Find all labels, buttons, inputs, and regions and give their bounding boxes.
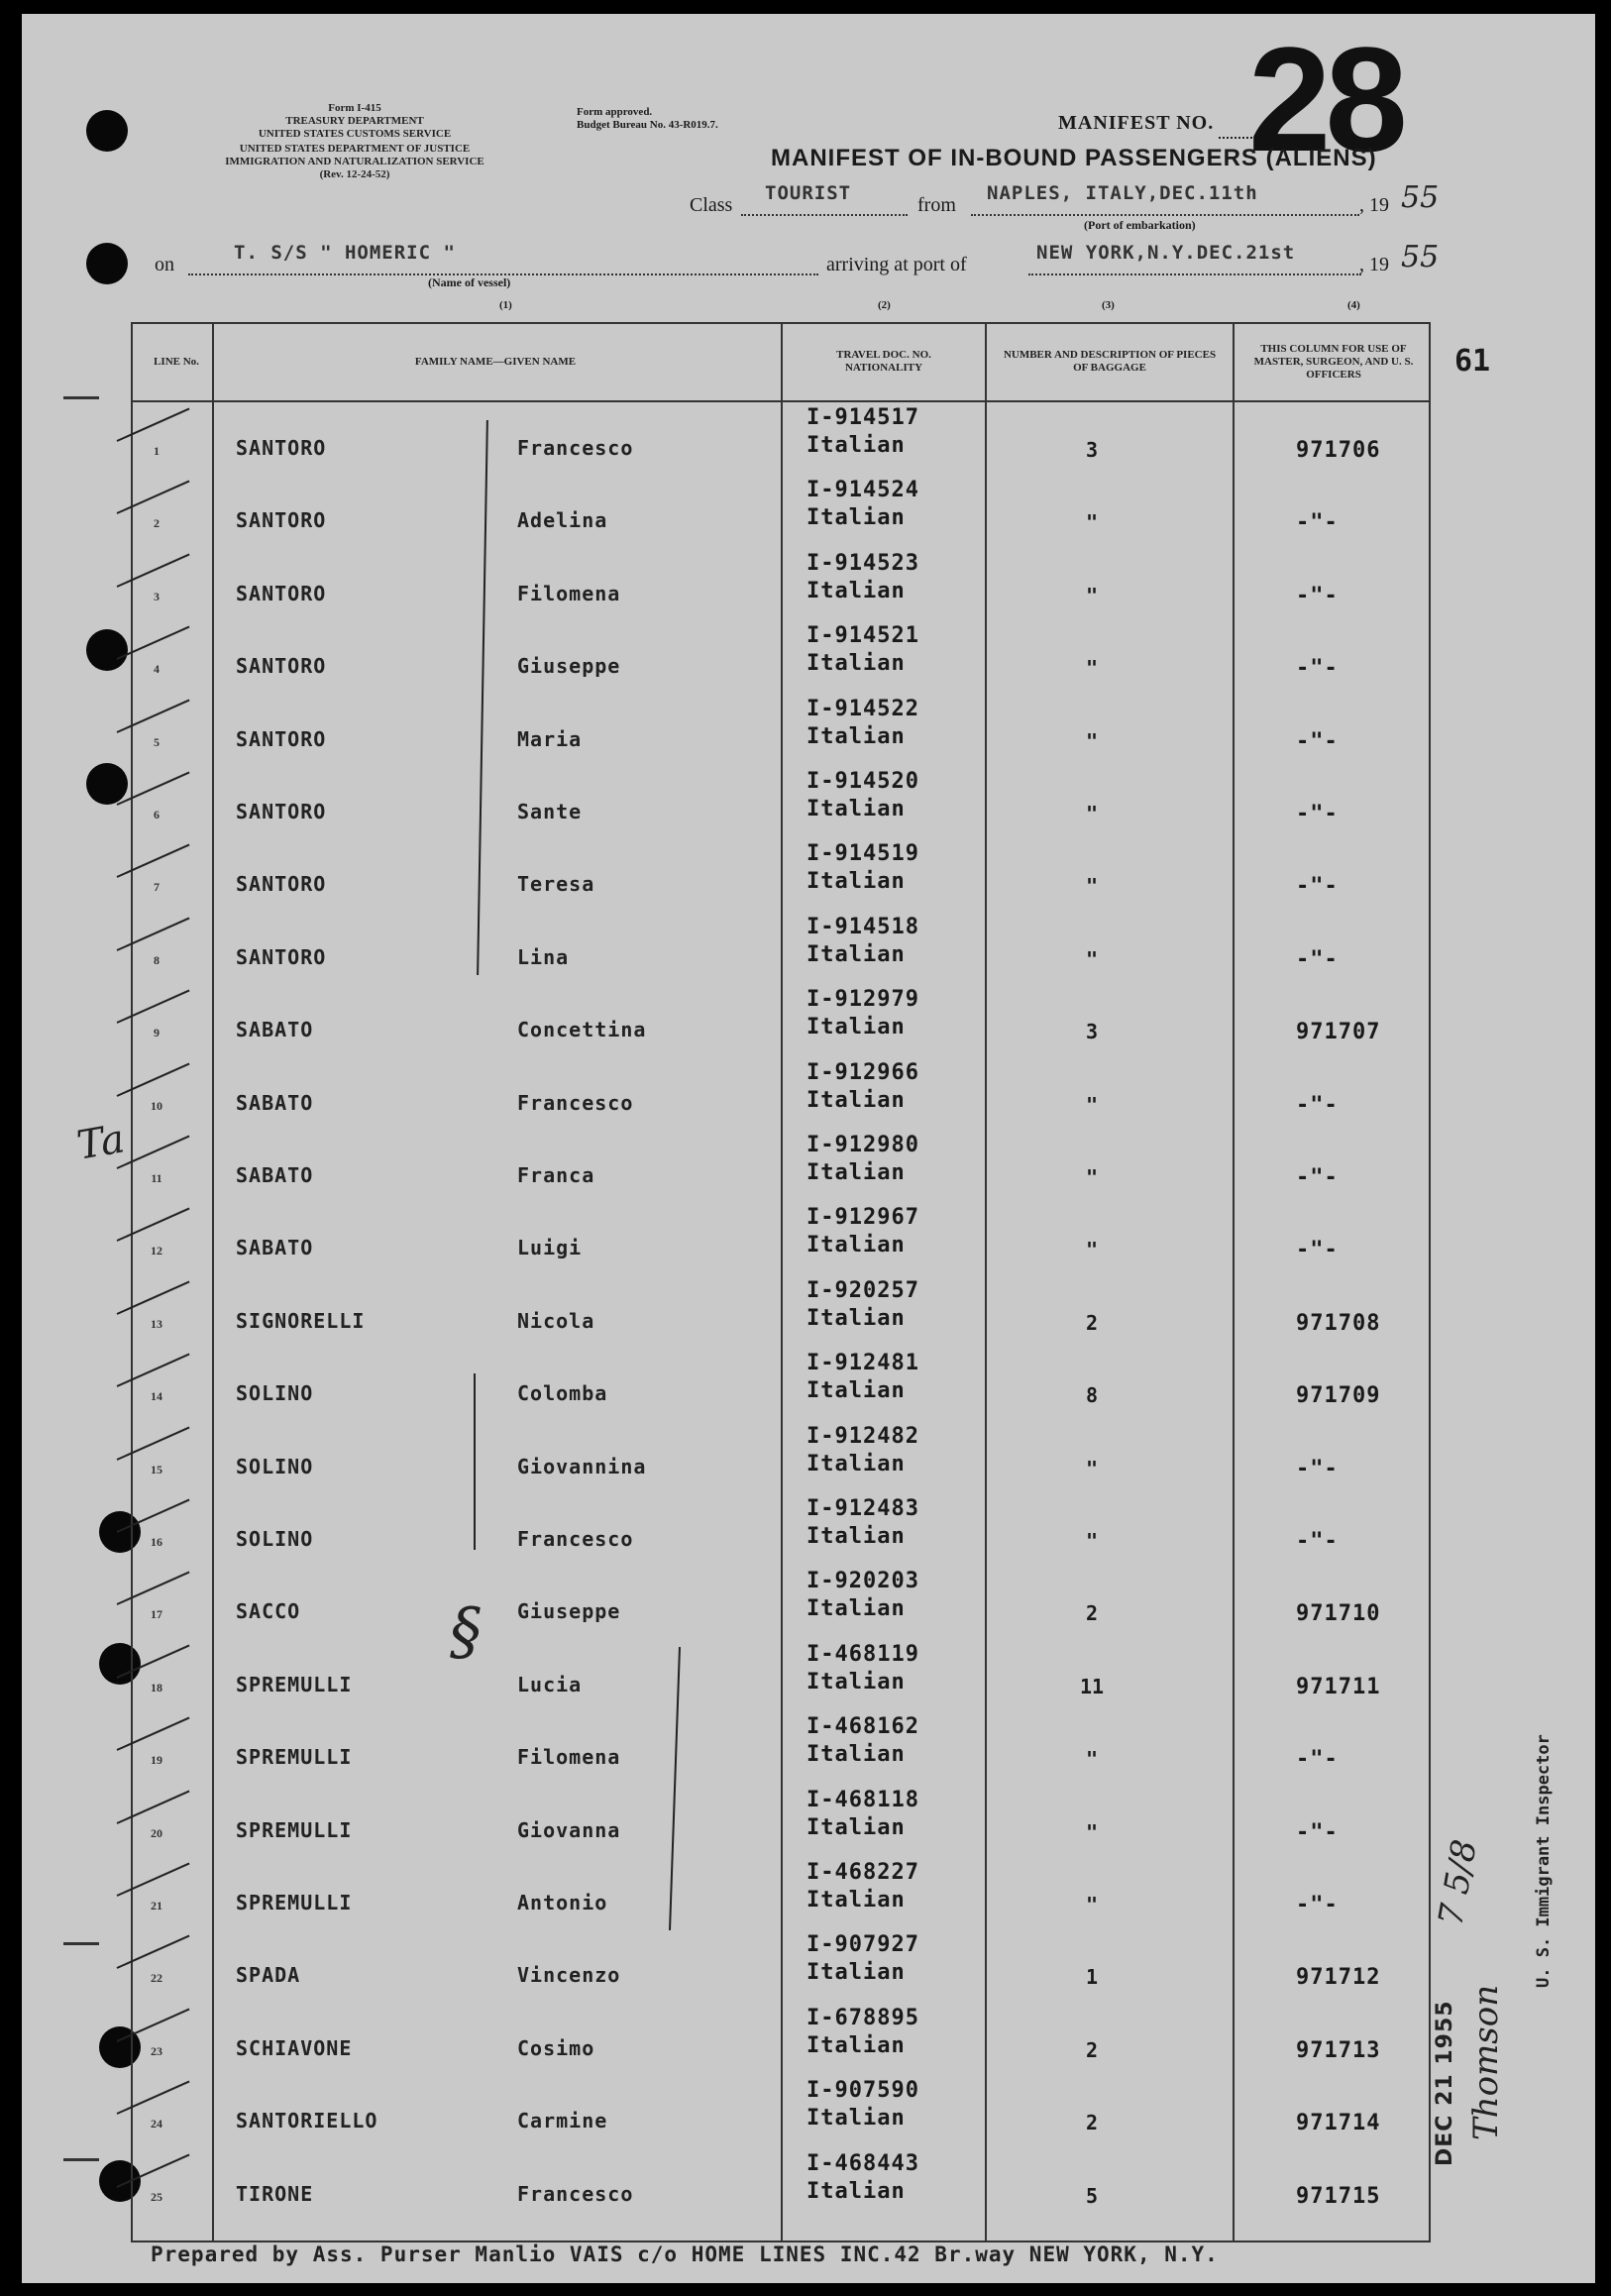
nationality: Italian — [806, 651, 906, 677]
table-row — [131, 1346, 1431, 1417]
officer-number: 971707 — [1296, 1020, 1381, 1045]
travel-doc — [806, 1059, 919, 1115]
travel-doc-number: I-912966 — [806, 1059, 919, 1085]
punch-hole — [86, 243, 128, 284]
ins-service: IMMIGRATION AND NATURALIZATION SERVICE — [225, 156, 484, 167]
treasury-dept: TREASURY DEPARTMENT — [285, 115, 424, 127]
given-name: Carmine — [517, 2109, 608, 2133]
family-name: SOLINO — [236, 1527, 314, 1551]
baggage-count: 2 — [1085, 2037, 1099, 2062]
baggage-count: " — [1085, 1819, 1099, 1844]
given-name: Concettina — [517, 1018, 647, 1042]
punch-hole — [86, 763, 128, 805]
family-name: SABATO — [236, 1236, 314, 1260]
manifest-number: 28 — [1248, 16, 1402, 182]
travel-doc — [806, 1931, 919, 1987]
given-name: Giuseppe — [517, 654, 621, 679]
officer-number: -"- — [1296, 946, 1339, 972]
table-row — [131, 1783, 1431, 1854]
travel-doc-number: I-914520 — [806, 769, 919, 794]
travel-doc-number: I-914524 — [806, 478, 919, 503]
given-name: Adelina — [517, 508, 608, 533]
line-number: 12 — [151, 1244, 162, 1258]
class-label: Class — [690, 194, 733, 216]
table-row — [131, 1564, 1431, 1635]
table-row — [131, 1491, 1431, 1563]
form-revision: (Rev. 12-24-52) — [319, 168, 390, 180]
baggage-count: 8 — [1085, 1383, 1099, 1408]
table-row — [131, 1637, 1431, 1708]
year-label-1: , 19 — [1359, 194, 1389, 216]
table-row — [131, 764, 1431, 835]
from-line — [971, 214, 1359, 216]
family-name: SANTORO — [236, 800, 327, 823]
officer-number: -"- — [1296, 1893, 1339, 1917]
year-value-2: 55 — [1401, 240, 1440, 274]
family-name: SOLINO — [236, 1381, 314, 1406]
nationality: Italian — [806, 1160, 906, 1185]
officer-number: -"- — [1296, 1529, 1339, 1554]
officer-number: -"- — [1296, 1165, 1339, 1190]
given-name: Colomba — [517, 1381, 608, 1406]
table-row — [131, 910, 1431, 981]
baggage-count: " — [1085, 1092, 1099, 1117]
header-line-no: LINE No. — [154, 355, 199, 368]
vessel-caption: (Name of vessel) — [428, 275, 511, 289]
travel-doc-number: I-914521 — [806, 623, 919, 649]
on-label: on — [155, 254, 174, 275]
baggage-count: " — [1085, 583, 1099, 607]
baggage-count: " — [1085, 1165, 1099, 1189]
officer-number: 971714 — [1296, 2111, 1381, 2136]
baggage-count: " — [1085, 728, 1099, 753]
nationality: Italian — [806, 1015, 906, 1040]
travel-doc-number: I-912967 — [806, 1205, 919, 1231]
table-row — [131, 2001, 1431, 2072]
table-row — [131, 982, 1431, 1053]
family-bracket — [474, 1373, 476, 1550]
justice-dept: UNITED STATES DEPARTMENT OF JUSTICE — [239, 143, 471, 155]
inspector-initials: 7 5/8 — [1431, 1836, 1485, 1929]
table-row — [131, 692, 1431, 763]
table-row — [131, 473, 1431, 544]
travel-doc-number: I-920257 — [806, 1277, 919, 1303]
family-name: SABATO — [236, 1090, 314, 1115]
officer-number: -"- — [1296, 510, 1339, 536]
nationality: Italian — [806, 2178, 906, 2204]
margin-mark — [63, 396, 99, 399]
given-name: Teresa — [517, 872, 595, 897]
travel-doc-number: I-678895 — [806, 2005, 919, 2030]
family-name: SPREMULLI — [236, 1891, 353, 1914]
travel-doc — [806, 550, 919, 605]
family-name: SIGNORELLI — [236, 1308, 366, 1333]
family-name: SPREMULLI — [236, 1672, 353, 1696]
table-row — [131, 836, 1431, 908]
travel-doc — [806, 1350, 919, 1405]
officer-number: 971715 — [1296, 2183, 1381, 2209]
table-row — [131, 1128, 1431, 1199]
travel-doc — [806, 1277, 919, 1333]
header-officers: THIS COLUMN FOR USE OF MASTER, SURGEON, AND U. S. OFFICERS — [1253, 342, 1414, 381]
nationality: Italian — [806, 723, 906, 749]
travel-doc — [806, 1132, 919, 1187]
given-name: Franca — [517, 1163, 595, 1187]
given-name: Lina — [517, 944, 570, 969]
family-name: SANTORO — [236, 872, 327, 897]
travel-doc — [806, 1641, 919, 1696]
table-row — [131, 1419, 1431, 1490]
table-row — [131, 546, 1431, 617]
family-name: SANTORO — [236, 944, 327, 969]
travel-doc-number: I-912481 — [806, 1351, 919, 1376]
nationality: Italian — [806, 797, 906, 821]
sacco-mark: § — [450, 1595, 482, 1669]
line-number: 24 — [151, 2117, 162, 2132]
travel-doc-number: I-914522 — [806, 696, 919, 721]
travel-doc — [806, 2005, 919, 2060]
nationality: Italian — [806, 1524, 906, 1549]
table-row — [131, 1709, 1431, 1781]
nationality: Italian — [806, 1596, 906, 1622]
col-number-2: (2) — [878, 299, 891, 311]
baggage-count: 3 — [1085, 438, 1099, 462]
baggage-count: " — [1085, 802, 1099, 825]
family-name: SCHIAVONE — [236, 2035, 353, 2060]
given-name: Giovanna — [517, 1817, 621, 1842]
travel-doc — [806, 914, 919, 969]
line-number: 10 — [151, 1098, 162, 1113]
table-row — [131, 2146, 1431, 2218]
line-number: 6 — [154, 808, 160, 821]
col-number-1: (1) — [499, 299, 512, 311]
given-name: Giovannina — [517, 1454, 647, 1478]
travel-doc-number: I-912980 — [806, 1133, 919, 1157]
nationality: Italian — [806, 1233, 906, 1258]
table-row — [131, 618, 1431, 690]
travel-doc — [806, 768, 919, 823]
baggage-count: 1 — [1085, 1965, 1099, 1990]
baggage-count: 2 — [1085, 1310, 1099, 1335]
travel-doc-number: I-914517 — [806, 405, 919, 430]
table-row — [131, 1855, 1431, 1926]
family-name: SANTORIELLO — [236, 2109, 378, 2133]
line-number: 1 — [154, 444, 160, 458]
margin-mark — [63, 1942, 99, 1945]
line-number: 9 — [154, 1026, 160, 1040]
line-number: 4 — [154, 662, 160, 677]
officer-number: -"- — [1296, 1092, 1339, 1118]
budget-bureau-no: Budget Bureau No. 43-R019.7. — [577, 119, 718, 131]
nationality: Italian — [806, 941, 906, 967]
officer-number: -"- — [1296, 802, 1339, 826]
travel-doc — [806, 1568, 919, 1623]
baggage-count: " — [1085, 1893, 1099, 1916]
family-name: SOLINO — [236, 1454, 314, 1478]
vessel-value: T. S/S " HOMERIC " — [234, 242, 456, 264]
travel-doc-number: I-912483 — [806, 1496, 919, 1521]
travel-doc — [806, 840, 919, 896]
nationality: Italian — [806, 578, 906, 603]
from-label: from — [917, 194, 956, 216]
approved-text: Form approved. — [577, 106, 653, 118]
port-embark-caption: (Port of embarkation) — [1084, 218, 1196, 232]
family-name: SABATO — [236, 1163, 314, 1187]
table-row — [131, 1273, 1431, 1345]
family-name: SANTORO — [236, 508, 327, 533]
travel-doc — [806, 1495, 919, 1551]
given-name: Francesco — [517, 2181, 634, 2206]
travel-doc-number: I-920203 — [806, 1569, 919, 1594]
arrival-value: NEW YORK,N.Y.DEC.21st — [1036, 242, 1296, 264]
year-label-2: , 19 — [1359, 254, 1389, 275]
manifest-no-label: MANIFEST NO. — [1058, 112, 1215, 134]
family-name: SANTORO — [236, 654, 327, 679]
line-number: 20 — [151, 1825, 162, 1840]
baggage-count: " — [1085, 1456, 1099, 1480]
col-number-4: (4) — [1347, 299, 1360, 311]
line-number: 25 — [151, 2189, 162, 2204]
travel-doc — [806, 404, 919, 460]
given-name: Francesco — [517, 436, 634, 460]
line-number: 15 — [151, 1462, 162, 1476]
margin-note: Ta — [73, 1116, 129, 1169]
travel-doc-number: I-468443 — [806, 2150, 919, 2176]
given-name: Vincenzo — [517, 1963, 621, 1988]
table-row — [131, 1200, 1431, 1271]
punch-hole — [86, 629, 128, 671]
header-baggage: NUMBER AND DESCRIPTION OF PIECES OF BAGGAGE — [1003, 349, 1217, 374]
nationality: Italian — [806, 1960, 906, 1986]
nationality: Italian — [806, 1451, 906, 1476]
family-name: TIRONE — [236, 2181, 314, 2206]
given-name: Maria — [517, 726, 583, 751]
form-approval — [577, 106, 718, 132]
officer-number: -"- — [1296, 1456, 1339, 1481]
officer-number: 971708 — [1296, 1310, 1381, 1336]
line-number: 7 — [154, 880, 160, 895]
table-row — [131, 1927, 1431, 1999]
page-title: MANIFEST OF IN-BOUND PASSENGERS (ALIENS) — [771, 145, 1377, 171]
officer-number: 971710 — [1296, 1601, 1381, 1627]
table-row — [131, 1055, 1431, 1127]
header-travel-doc: TRAVEL DOC. NO. NATIONALITY — [836, 349, 931, 374]
arriving-label: arriving at port of — [826, 254, 967, 275]
travel-doc-number: I-914519 — [806, 841, 919, 867]
officer-number: -"- — [1296, 583, 1339, 608]
family-name: SACCO — [236, 1599, 301, 1624]
officer-number: -"- — [1296, 728, 1339, 754]
travel-doc-number: I-468118 — [806, 1787, 919, 1812]
travel-doc-number: I-468162 — [806, 1714, 919, 1740]
inspection-date-stamp: DEC 21 1955 — [1433, 2000, 1457, 2166]
given-name: Francesco — [517, 1527, 634, 1551]
given-name: Filomena — [517, 1745, 621, 1770]
travel-doc — [806, 1859, 919, 1914]
family-name: SANTORO — [236, 581, 327, 605]
given-name: Lucia — [517, 1672, 583, 1696]
nationality: Italian — [806, 1814, 906, 1840]
class-value: TOURIST — [765, 182, 852, 204]
sheet-number: 61 — [1454, 344, 1491, 379]
table-row — [131, 2073, 1431, 2144]
nationality: Italian — [806, 1669, 906, 1695]
year-value-1: 55 — [1401, 180, 1440, 215]
line-number: 16 — [151, 1535, 162, 1549]
nationality: Italian — [806, 433, 906, 458]
travel-doc-number: I-468227 — [806, 1860, 919, 1885]
family-name: SPREMULLI — [236, 1817, 353, 1842]
class-line — [741, 214, 908, 216]
baggage-count: 2 — [1085, 1601, 1099, 1626]
line-number: 14 — [151, 1389, 162, 1404]
baggage-count: " — [1085, 1747, 1099, 1772]
form-identification — [147, 102, 563, 181]
line-number: 18 — [151, 1680, 162, 1695]
nationality: Italian — [806, 2032, 906, 2058]
margin-mark — [63, 2158, 99, 2161]
line-number: 3 — [154, 589, 160, 603]
family-name: SABATO — [236, 1018, 314, 1042]
line-number: 23 — [151, 2043, 162, 2058]
baggage-count: 11 — [1079, 1674, 1105, 1698]
given-name: Antonio — [517, 1891, 608, 1914]
embarkation-value: NAPLES, ITALY,DEC.11th — [987, 182, 1258, 204]
given-name: Francesco — [517, 1090, 634, 1115]
family-name: SANTORO — [236, 726, 327, 751]
line-number: 22 — [151, 1971, 162, 1986]
travel-doc-number: I-907590 — [806, 2078, 919, 2104]
baggage-count: 2 — [1085, 2111, 1099, 2135]
travel-doc — [806, 1713, 919, 1769]
given-name: Cosimo — [517, 2035, 595, 2060]
officer-number: -"- — [1296, 1819, 1339, 1845]
nationality: Italian — [806, 1305, 906, 1331]
inspector-label: U. S. Immigrant Inspector — [1534, 1734, 1554, 1988]
header-name: FAMILY NAME—GIVEN NAME — [414, 355, 577, 368]
given-name: Sante — [517, 800, 583, 823]
travel-doc — [806, 696, 919, 751]
officer-number: 971709 — [1296, 1383, 1381, 1409]
travel-doc — [806, 1787, 919, 1842]
line-number: 13 — [151, 1316, 162, 1331]
travel-doc — [806, 622, 919, 678]
travel-doc-number: I-914518 — [806, 914, 919, 939]
baggage-count: " — [1085, 656, 1099, 681]
travel-doc-number: I-468119 — [806, 1641, 919, 1667]
baggage-count: " — [1085, 1238, 1099, 1262]
officer-number: 971712 — [1296, 1965, 1381, 1991]
line-number: 8 — [154, 952, 160, 967]
travel-doc-number: I-912979 — [806, 987, 919, 1013]
nationality: Italian — [806, 505, 906, 531]
nationality: Italian — [806, 1888, 906, 1913]
given-name: Luigi — [517, 1236, 583, 1260]
nationality: Italian — [806, 2106, 906, 2132]
baggage-count: 5 — [1085, 2183, 1099, 2208]
line-number: 17 — [151, 1607, 162, 1622]
given-name: Filomena — [517, 581, 621, 605]
travel-doc — [806, 2077, 919, 2132]
officer-number: -"- — [1296, 874, 1339, 900]
given-name: Giuseppe — [517, 1599, 621, 1624]
travel-doc — [806, 2150, 919, 2206]
baggage-count: " — [1085, 1529, 1099, 1553]
baggage-count: " — [1085, 946, 1099, 971]
customs-service: UNITED STATES CUSTOMS SERVICE — [258, 128, 452, 140]
officer-number: 971711 — [1296, 1674, 1381, 1699]
travel-doc — [806, 986, 919, 1041]
form-number: Form I-415 — [328, 102, 381, 114]
nationality: Italian — [806, 869, 906, 895]
preparer-footer: Prepared by Ass. Purser Manlio VAIS c/o HOME LINES INC.42 Br.way NEW YORK, N.Y. — [151, 2242, 1219, 2266]
nationality: Italian — [806, 1742, 906, 1768]
line-number: 19 — [151, 1753, 162, 1768]
travel-doc — [806, 1204, 919, 1259]
given-name: Nicola — [517, 1308, 595, 1333]
baggage-count: 3 — [1085, 1020, 1099, 1044]
col-number-3: (3) — [1102, 299, 1115, 311]
family-name: SPREMULLI — [236, 1745, 353, 1770]
travel-doc-number: I-914523 — [806, 550, 919, 576]
nationality: Italian — [806, 1087, 906, 1113]
officer-number: 971706 — [1296, 438, 1381, 463]
travel-doc-number: I-907927 — [806, 1932, 919, 1958]
nationality: Italian — [806, 1378, 906, 1404]
travel-doc — [806, 477, 919, 532]
officer-number: -"- — [1296, 1747, 1339, 1773]
baggage-count: " — [1085, 510, 1099, 535]
line-number: 21 — [151, 1899, 162, 1913]
table-row — [131, 400, 1431, 472]
officer-number: 971713 — [1296, 2037, 1381, 2063]
family-name: SANTORO — [236, 436, 327, 460]
officer-number: -"- — [1296, 656, 1339, 682]
inspector-signature: Thomson — [1466, 1984, 1506, 2140]
travel-doc — [806, 1423, 919, 1478]
line-number: 2 — [154, 516, 160, 531]
line-number: 11 — [151, 1171, 162, 1185]
officer-number: -"- — [1296, 1238, 1339, 1263]
arrival-line — [1028, 273, 1361, 275]
travel-doc-number: I-912482 — [806, 1423, 919, 1449]
punch-hole — [86, 110, 128, 152]
family-name: SPADA — [236, 1963, 301, 1988]
line-number: 5 — [154, 734, 160, 749]
baggage-count: " — [1085, 874, 1099, 899]
